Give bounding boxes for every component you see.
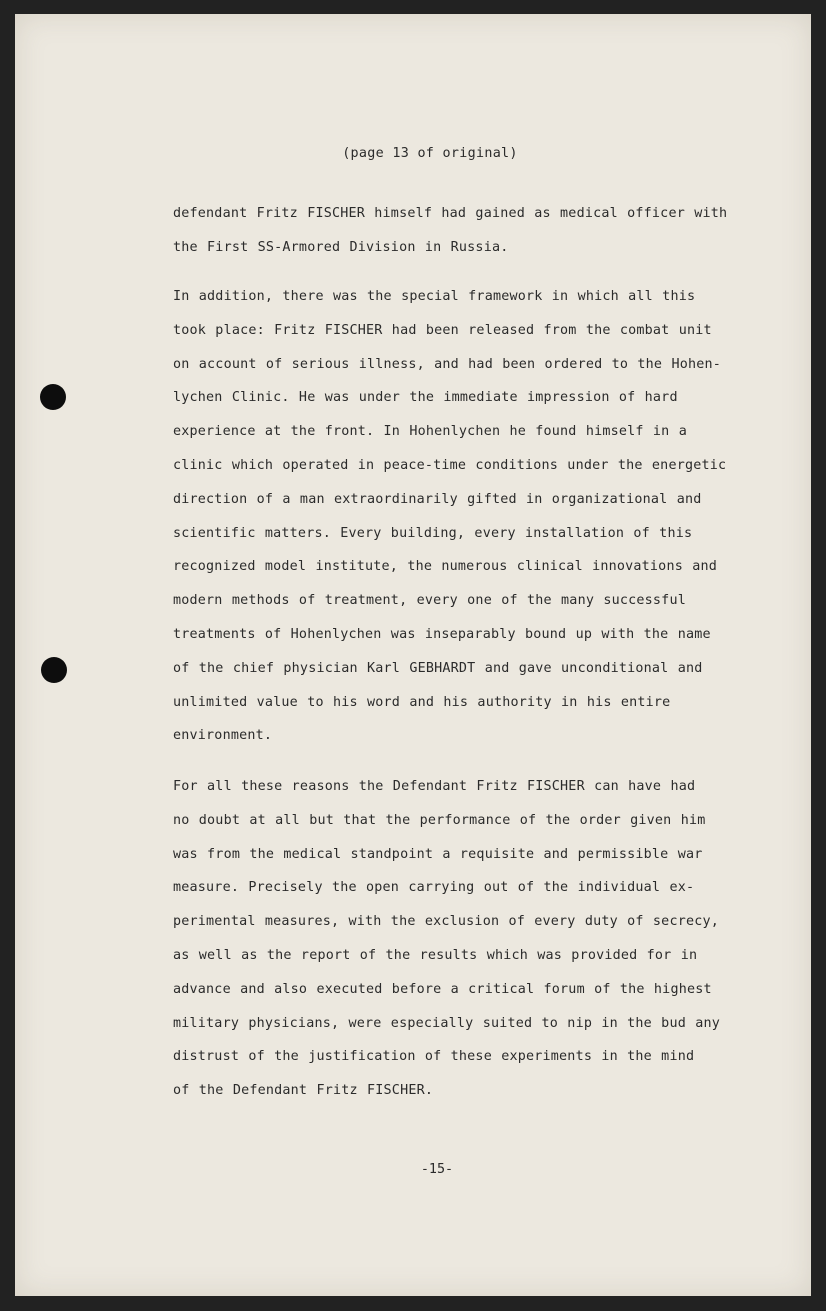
text-line: In addition, there was the special framework in which all this: [173, 289, 696, 304]
text-line: of the Defendant Fritz FISCHER.: [173, 1083, 434, 1099]
text-line: scientific matters. Every building, every installation of this: [173, 525, 693, 541]
text-line: experience at the front. In Hohenlychen he found himself in a: [173, 424, 687, 440]
text-line: was from the medical standpoint a requisite and permissible war: [173, 846, 703, 862]
text-line: advance and also executed before a critical forum of the highest: [173, 981, 712, 997]
text-line: defendant Fritz FISCHER himself had gained as medical officer with: [173, 206, 728, 221]
punch-hole: [40, 384, 66, 410]
text-line: as well as the report of the results which was provided for in: [173, 947, 698, 963]
text-line: lychen Clinic. He was under the immediate impression of hard: [173, 390, 678, 406]
text-line: the First SS-Armored Division in Russia.: [173, 239, 509, 255]
paragraph-1: [173, 197, 733, 265]
text-line: took place: Fritz FISCHER had been released from the combat unit: [173, 322, 712, 338]
page-number: -15-: [420, 1162, 454, 1177]
text-line: no doubt at all but that the performance of the order given him: [173, 812, 706, 828]
text-line: unlimited value to his word and his authority in his entire: [173, 694, 671, 710]
text-line: measure. Precisely the open carrying out of the individual ex-: [173, 880, 695, 896]
text-line: clinic which operated in peace-time conditions under the energetic: [173, 457, 727, 473]
text-line: direction of a man extraordinarily gifted in organizational and: [173, 491, 702, 507]
text-line: on account of serious illness, and had been ordered to the Hohen-: [173, 356, 722, 372]
punch-hole: [41, 657, 67, 683]
text-line: perimental measures, with the exclusion of every duty of secrecy,: [173, 914, 720, 930]
text-line: For all these reasons the Defendant Fritz FISCHER can have had: [173, 779, 696, 794]
text-line: of the chief physician Karl GEBHARDT and gave unconditional and: [173, 660, 703, 676]
text-line: treatments of Hohenlychen was inseparably bound up with the name: [173, 626, 711, 642]
text-line: recognized model institute, the numerous clinical innovations and: [173, 559, 718, 575]
paragraph-2: [173, 280, 733, 753]
page-header: (page 13 of original): [342, 146, 518, 161]
paragraph-3: [173, 770, 733, 1108]
text-line: distrust of the justification of these experiments in the mind: [173, 1049, 695, 1065]
text-line: environment.: [173, 728, 273, 744]
text-line: military physicians, were especially suited to nip in the bud any: [173, 1015, 721, 1031]
text-line: modern methods of treatment, every one of the many successful: [173, 593, 686, 609]
